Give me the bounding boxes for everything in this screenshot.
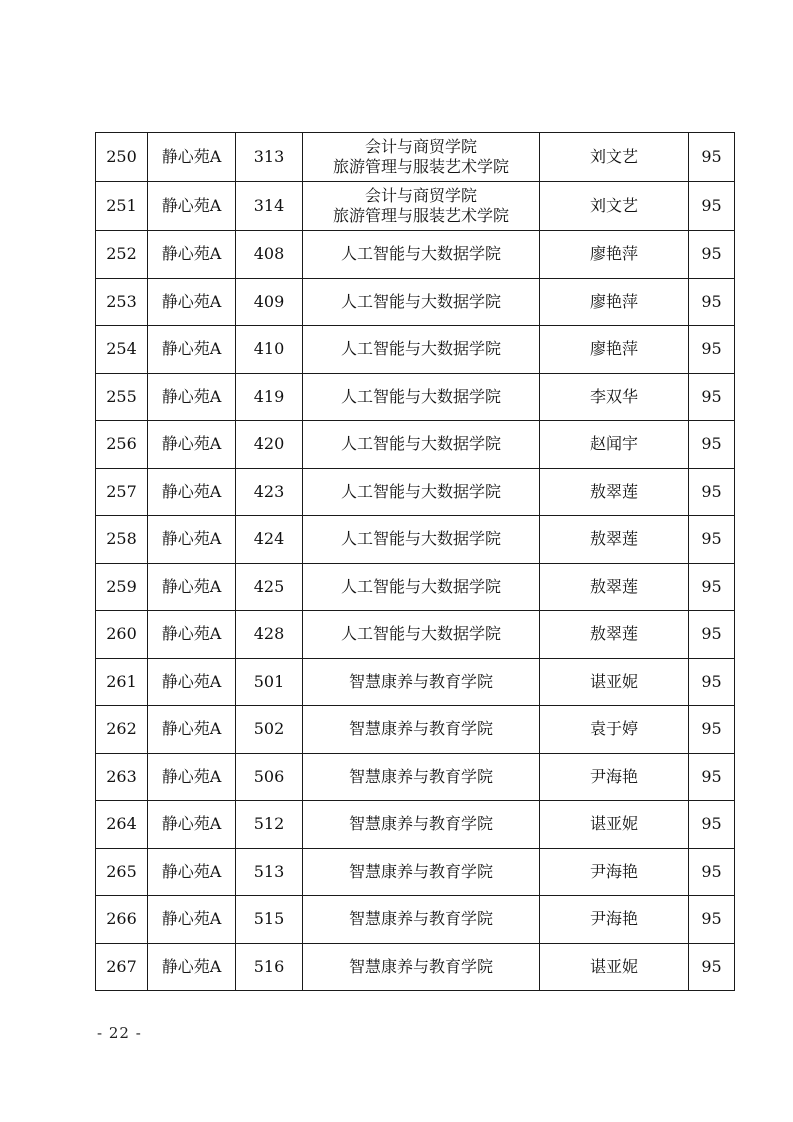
score-cell: 95 xyxy=(689,468,735,516)
responsible-person-cell: 廖艳萍 xyxy=(540,278,689,326)
college-cell xyxy=(303,278,540,326)
table-row xyxy=(96,896,735,944)
building-cell: 静心苑A xyxy=(148,373,236,421)
table-row xyxy=(96,421,735,469)
building-cell: 静心苑A xyxy=(148,801,236,849)
score-cell: 95 xyxy=(689,611,735,659)
building-cell: 静心苑A xyxy=(148,943,236,991)
table-row xyxy=(96,231,735,279)
score-cell: 95 xyxy=(689,326,735,374)
responsible-person-cell: 敖翠莲 xyxy=(540,563,689,611)
score-cell: 95 xyxy=(689,231,735,279)
college-name: 智慧康养与教育学院 xyxy=(348,861,493,881)
table-row xyxy=(96,943,735,991)
room-number-cell: 501 xyxy=(236,658,303,706)
row-number-cell: 264 xyxy=(96,801,148,849)
room-number-cell: 425 xyxy=(236,563,303,611)
building-cell: 静心苑A xyxy=(148,563,236,611)
college-cell xyxy=(303,133,540,182)
responsible-person-cell: 廖艳萍 xyxy=(540,231,689,279)
table-row xyxy=(96,801,735,849)
table-row xyxy=(96,326,735,374)
college-cell xyxy=(303,848,540,896)
building-cell: 静心苑A xyxy=(148,182,236,231)
score-cell: 95 xyxy=(689,943,735,991)
score-cell: 95 xyxy=(689,516,735,564)
table-row xyxy=(96,611,735,659)
room-number-cell: 420 xyxy=(236,421,303,469)
college-name: 人工智能与大数据学院 xyxy=(340,291,501,311)
building-cell: 静心苑A xyxy=(148,611,236,659)
row-number-cell: 257 xyxy=(96,468,148,516)
building-cell: 静心苑A xyxy=(148,231,236,279)
score-cell: 95 xyxy=(689,563,735,611)
table-row xyxy=(96,373,735,421)
score-cell: 95 xyxy=(689,753,735,801)
building-cell: 静心苑A xyxy=(148,516,236,564)
responsible-person-cell: 尹海艳 xyxy=(540,896,689,944)
building-cell: 静心苑A xyxy=(148,753,236,801)
row-number-cell: 256 xyxy=(96,421,148,469)
room-number-cell: 410 xyxy=(236,326,303,374)
college-name: 旅游管理与服装艺术学院 xyxy=(332,157,509,176)
responsible-person-cell: 刘文艺 xyxy=(540,182,689,231)
row-number-cell: 265 xyxy=(96,848,148,896)
college-cell xyxy=(303,182,540,231)
page-number: - 22 - xyxy=(97,1024,142,1042)
college-name: 人工智能与大数据学院 xyxy=(340,624,501,644)
college-name: 会计与商贸学院 xyxy=(364,186,477,205)
responsible-person-cell: 敖翠莲 xyxy=(540,468,689,516)
responsible-person-cell: 敖翠莲 xyxy=(540,611,689,659)
college-cell xyxy=(303,231,540,279)
building-cell: 静心苑A xyxy=(148,706,236,754)
room-number-cell: 424 xyxy=(236,516,303,564)
score-cell: 95 xyxy=(689,848,735,896)
room-number-cell: 423 xyxy=(236,468,303,516)
room-number-cell: 408 xyxy=(236,231,303,279)
college-cell xyxy=(303,563,540,611)
dormitory-score-table xyxy=(95,132,735,991)
responsible-person-cell: 谌亚妮 xyxy=(540,943,689,991)
score-cell: 95 xyxy=(689,658,735,706)
score-cell: 95 xyxy=(689,801,735,849)
college-name: 人工智能与大数据学院 xyxy=(340,529,501,549)
table-row xyxy=(96,848,735,896)
row-number-cell: 258 xyxy=(96,516,148,564)
score-cell: 95 xyxy=(689,421,735,469)
row-number-cell: 252 xyxy=(96,231,148,279)
row-number-cell: 266 xyxy=(96,896,148,944)
college-name: 人工智能与大数据学院 xyxy=(340,434,501,454)
building-cell: 静心苑A xyxy=(148,421,236,469)
building-cell: 静心苑A xyxy=(148,658,236,706)
college-cell xyxy=(303,373,540,421)
college-cell xyxy=(303,706,540,754)
table-body xyxy=(96,133,735,991)
responsible-person-cell: 赵闻宇 xyxy=(540,421,689,469)
college-cell xyxy=(303,611,540,659)
dormitory-score-sheet xyxy=(95,132,734,991)
building-cell: 静心苑A xyxy=(148,278,236,326)
responsible-person-cell: 谌亚妮 xyxy=(540,801,689,849)
responsible-person-cell: 尹海艳 xyxy=(540,753,689,801)
college-cell xyxy=(303,896,540,944)
row-number-cell: 253 xyxy=(96,278,148,326)
score-cell: 95 xyxy=(689,706,735,754)
row-number-cell: 261 xyxy=(96,658,148,706)
college-name: 会计与商贸学院 xyxy=(364,137,477,156)
room-number-cell: 409 xyxy=(236,278,303,326)
college-name: 人工智能与大数据学院 xyxy=(340,481,501,501)
college-cell xyxy=(303,753,540,801)
score-cell: 95 xyxy=(689,133,735,182)
room-number-cell: 428 xyxy=(236,611,303,659)
college-cell xyxy=(303,421,540,469)
table-row xyxy=(96,516,735,564)
room-number-cell: 506 xyxy=(236,753,303,801)
college-name: 智慧康养与教育学院 xyxy=(348,766,493,786)
room-number-cell: 314 xyxy=(236,182,303,231)
row-number-cell: 263 xyxy=(96,753,148,801)
score-cell: 95 xyxy=(689,182,735,231)
table-row xyxy=(96,182,735,231)
college-name: 智慧康养与教育学院 xyxy=(348,909,493,929)
college-cell xyxy=(303,658,540,706)
room-number-cell: 513 xyxy=(236,848,303,896)
score-cell: 95 xyxy=(689,896,735,944)
building-cell: 静心苑A xyxy=(148,848,236,896)
college-cell xyxy=(303,468,540,516)
responsible-person-cell: 袁于婷 xyxy=(540,706,689,754)
responsible-person-cell: 尹海艳 xyxy=(540,848,689,896)
building-cell: 静心苑A xyxy=(148,896,236,944)
college-name: 人工智能与大数据学院 xyxy=(340,339,501,359)
college-name: 人工智能与大数据学院 xyxy=(340,576,501,596)
college-name: 人工智能与大数据学院 xyxy=(340,244,501,264)
college-name: 智慧康养与教育学院 xyxy=(348,814,493,834)
college-name: 人工智能与大数据学院 xyxy=(340,386,501,406)
room-number-cell: 502 xyxy=(236,706,303,754)
table-row xyxy=(96,658,735,706)
responsible-person-cell: 敖翠莲 xyxy=(540,516,689,564)
row-number-cell: 260 xyxy=(96,611,148,659)
table-row xyxy=(96,706,735,754)
college-cell xyxy=(303,801,540,849)
building-cell: 静心苑A xyxy=(148,133,236,182)
room-number-cell: 512 xyxy=(236,801,303,849)
college-cell xyxy=(303,943,540,991)
responsible-person-cell: 谌亚妮 xyxy=(540,658,689,706)
building-cell: 静心苑A xyxy=(148,326,236,374)
row-number-cell: 250 xyxy=(96,133,148,182)
college-name: 旅游管理与服装艺术学院 xyxy=(332,206,509,225)
college-name: 智慧康养与教育学院 xyxy=(348,956,493,976)
table-row xyxy=(96,133,735,182)
room-number-cell: 313 xyxy=(236,133,303,182)
table-row xyxy=(96,278,735,326)
row-number-cell: 254 xyxy=(96,326,148,374)
college-cell xyxy=(303,326,540,374)
row-number-cell: 255 xyxy=(96,373,148,421)
building-cell: 静心苑A xyxy=(148,468,236,516)
row-number-cell: 262 xyxy=(96,706,148,754)
room-number-cell: 516 xyxy=(236,943,303,991)
responsible-person-cell: 李双华 xyxy=(540,373,689,421)
score-cell: 95 xyxy=(689,278,735,326)
room-number-cell: 419 xyxy=(236,373,303,421)
row-number-cell: 259 xyxy=(96,563,148,611)
responsible-person-cell: 刘文艺 xyxy=(540,133,689,182)
college-cell xyxy=(303,516,540,564)
table-row xyxy=(96,753,735,801)
row-number-cell: 251 xyxy=(96,182,148,231)
row-number-cell: 267 xyxy=(96,943,148,991)
college-name: 智慧康养与教育学院 xyxy=(348,719,493,739)
responsible-person-cell: 廖艳萍 xyxy=(540,326,689,374)
college-name: 智慧康养与教育学院 xyxy=(348,671,493,691)
room-number-cell: 515 xyxy=(236,896,303,944)
score-cell: 95 xyxy=(689,373,735,421)
table-row xyxy=(96,563,735,611)
table-row xyxy=(96,468,735,516)
